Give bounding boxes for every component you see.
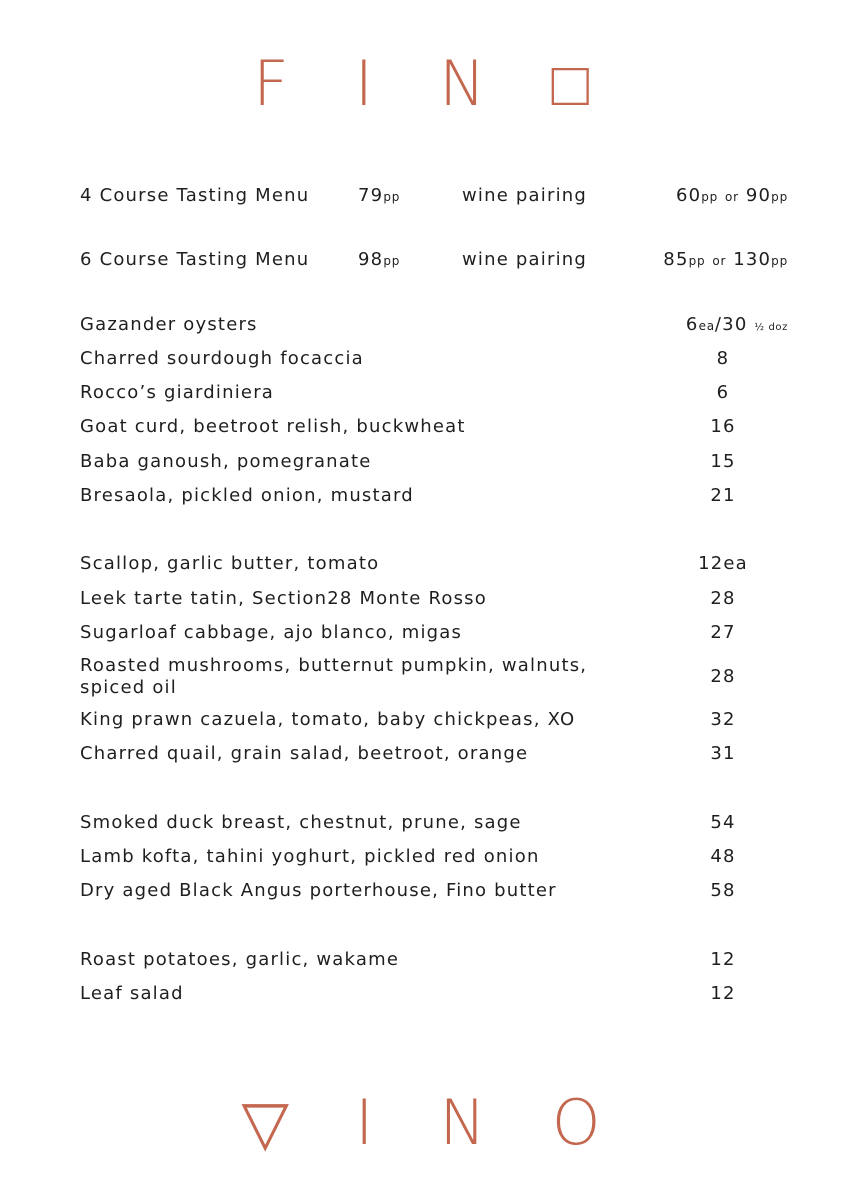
item-price: 6ea/30 ½ doz — [685, 314, 788, 335]
item-price: 6 — [716, 382, 730, 403]
item-name: Lamb kofta, tahini yoghurt, pickled red onion — [80, 846, 540, 867]
item-price: 12ea — [698, 553, 748, 574]
item-price: 28 — [710, 666, 736, 687]
item-name: Charred quail, grain salad, beetroot, orange — [80, 743, 529, 764]
wine-pairing-price: 60pp or 90pp — [675, 185, 788, 206]
logo-letter: O — [551, 1086, 667, 1159]
logo-letter: I — [355, 1086, 440, 1159]
item-name: King prawn cazuela, tomato, baby chickpeas, XO — [80, 709, 576, 730]
item-name: Charred sourdough focaccia — [80, 348, 364, 369]
item-price: 48 — [710, 846, 736, 867]
item-name: Scallop, garlic butter, tomato — [80, 553, 380, 574]
item-price: 12 — [710, 949, 736, 970]
item-name: Dry aged Black Angus porterhouse, Fino butter — [80, 880, 557, 901]
item-price: 21 — [710, 485, 736, 506]
item-name: Baba ganoush, pomegranate — [80, 451, 372, 472]
tasting-price: 79pp — [358, 185, 401, 206]
item-price: 12 — [710, 983, 736, 1004]
wine-pairing-label: wine pairing — [462, 249, 588, 270]
logo-letter: ▽ — [241, 1086, 356, 1159]
item-name: Bresaola, pickled onion, mustard — [80, 485, 414, 506]
item-price: 27 — [710, 622, 736, 643]
item-price: 54 — [710, 812, 736, 833]
tasting-price: 98pp — [358, 249, 401, 270]
item-name: Smoked duck breast, chestnut, prune, sage — [80, 812, 522, 833]
item-name: Roast potatoes, garlic, wakame — [80, 949, 400, 970]
item-name: Gazander oysters — [80, 314, 258, 335]
logo-letter: F — [253, 47, 355, 120]
item-name: Rocco’s giardiniera — [80, 382, 275, 403]
menu-item — [80, 655, 792, 701]
item-name: Sugarloaf cabbage, ajo blanco, migas — [80, 622, 463, 643]
tasting-name: 6 Course Tasting Menu — [80, 249, 310, 270]
logo-letter: I — [354, 47, 440, 120]
logo-letter: □ — [551, 47, 655, 120]
logo-letter: N — [439, 47, 552, 120]
item-price: 15 — [710, 451, 736, 472]
tasting-name: 4 Course Tasting Menu — [80, 185, 310, 206]
item-price: 8 — [716, 348, 730, 369]
item-name: Leaf salad — [80, 983, 184, 1004]
item-name: Roasted mushrooms, butternut pumpkin, walnuts, spiced oil — [80, 655, 588, 698]
tasting-row — [80, 181, 792, 211]
item-price: 31 — [710, 743, 736, 764]
item-price: 32 — [710, 709, 736, 730]
tasting-row — [80, 245, 792, 275]
logo-vino — [0, 1085, 842, 1161]
item-name: Goat curd, beetroot relish, buckwheat — [80, 416, 466, 437]
wine-pairing-price: 85pp or 130pp — [663, 249, 788, 270]
logo-letter: N — [439, 1086, 552, 1159]
wine-pairing-label: wine pairing — [462, 185, 588, 206]
item-name: Leek tarte tatin, Section28 Monte Rosso — [80, 588, 487, 609]
item-price: 58 — [710, 880, 736, 901]
item-price: 28 — [710, 588, 736, 609]
item-price: 16 — [710, 416, 736, 437]
logo-fino — [0, 46, 842, 122]
